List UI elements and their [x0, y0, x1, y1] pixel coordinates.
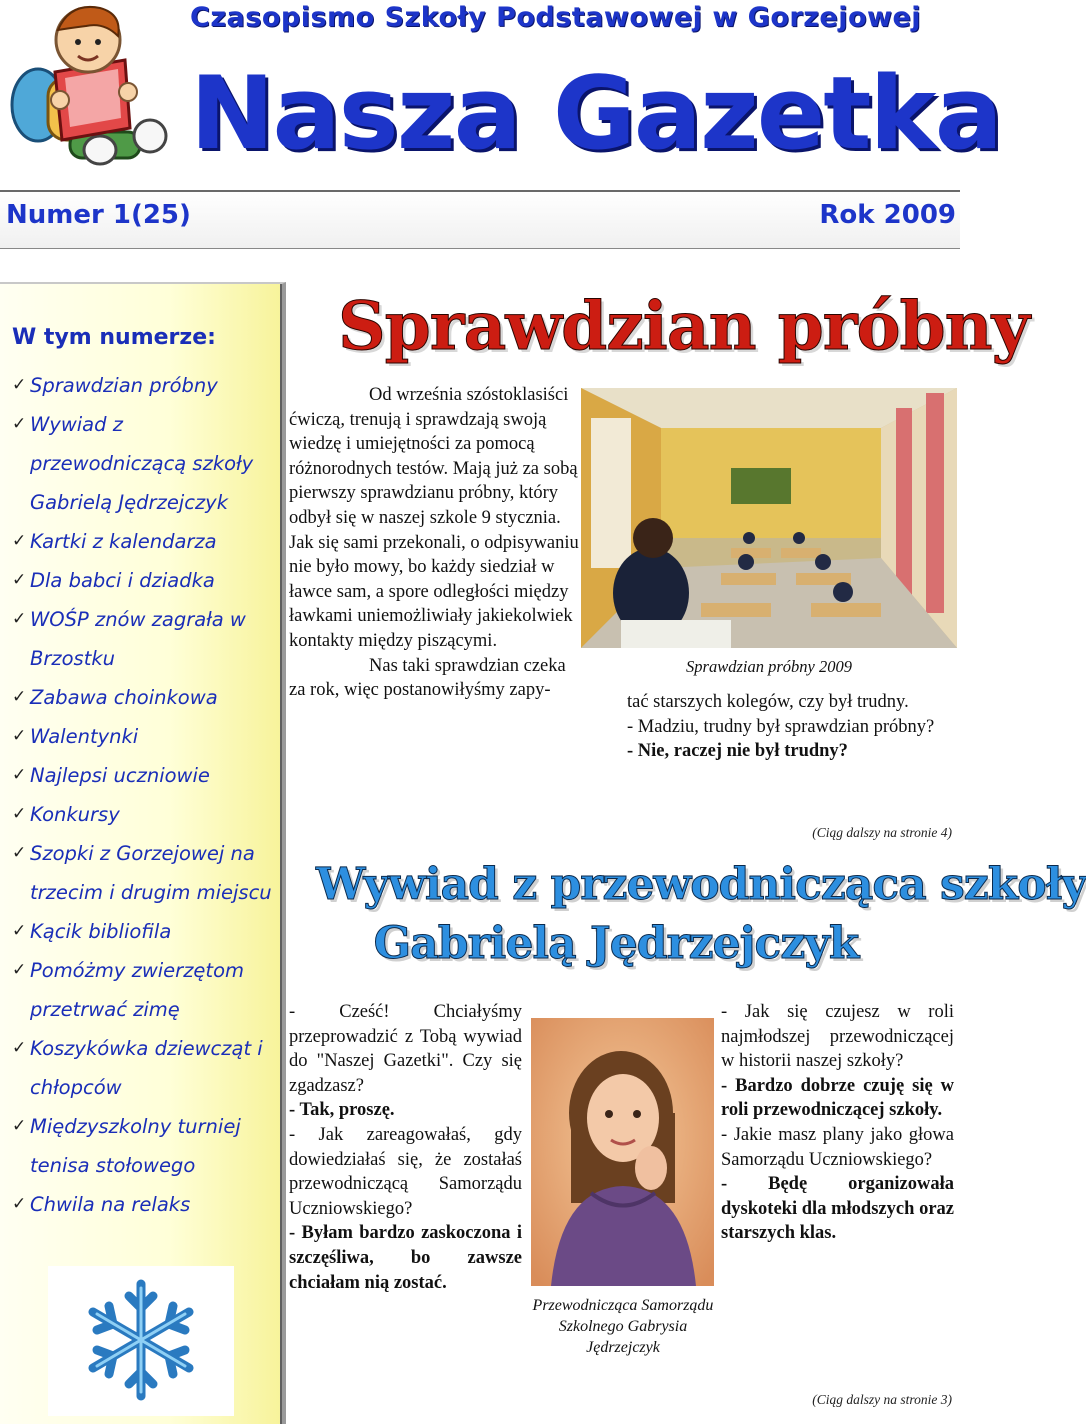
check-icon: ✓ — [12, 414, 27, 434]
article1-column-right — [627, 690, 957, 764]
snowflake-panel — [48, 1266, 234, 1416]
check-icon: ✓ — [12, 531, 27, 551]
interview-answer: - Byłam bardzo zaskoczona i szczęśliwa, bo zawsze chciałam nią zostać. — [289, 1223, 522, 1293]
check-icon: ✓ — [12, 960, 27, 980]
issue-number: Numer 1(25) — [6, 200, 191, 230]
interview-question: - Jakie masz plany jako głowa Samorządu Uczniowskiego? — [721, 1124, 954, 1170]
toc-item: ✓ Walentynki — [12, 717, 277, 756]
check-icon: ✓ — [12, 570, 27, 590]
portrait-caption: Przewodnicząca Samorządu Szkolnego Gabrysia Jędrzejczyk — [532, 1297, 714, 1356]
toc-item: ✓ Najlepsi uczniowie — [12, 756, 277, 795]
article1-text: tać starszych kolegów, czy był trudny. — [627, 692, 909, 712]
interview-answer: - Bardzo dobrze czuję się w roli przewodniczącej szkoły. — [721, 1075, 954, 1121]
toc-item: ✓ Dla babci i dziadka — [12, 561, 277, 600]
snowflake-icon — [48, 1266, 234, 1416]
article2-headline: Wywiad z przewodnicząca szkoły — [316, 859, 1086, 910]
toc-item: ✓ Sprawdzian próbny — [12, 366, 277, 405]
toc-item: ✓ WOŚP znów zagrała w Brzostku — [12, 600, 277, 678]
toc-item: ✓ Konkursy — [12, 795, 277, 834]
toc-item: ✓ Zabawa choinkowa — [12, 678, 277, 717]
portrait-photo — [531, 1018, 714, 1286]
check-icon: ✓ — [12, 804, 27, 824]
photo-caption: Sprawdzian próbny 2009 — [686, 657, 852, 676]
interview-question: - Cześć! Chciałyśmy przeprowadzić z Tobą wywiad do "Naszej Gazetki". Czy się zgadzasz? — [289, 1002, 522, 1096]
check-icon: ✓ — [12, 843, 27, 863]
toc-item: ✓ Chwila na relaks — [12, 1185, 277, 1224]
check-icon: ✓ — [12, 1038, 27, 1058]
check-icon: ✓ — [12, 609, 27, 629]
continued-note: (Ciąg dalszy na stronie 4) — [812, 825, 952, 840]
toc-item: ✓ Koszykówka dziewcząt i chłopców — [12, 1029, 277, 1107]
interview-question: - Jak zareagowałaś, gdy dowiedziałaś się, że zostałaś przewodniczącą Samorządu Uczniowskiego? — [289, 1124, 522, 1219]
toc-item: ✓ Kącik bibliofila — [12, 912, 277, 951]
masthead-title: Nasza Gazetka — [190, 54, 1001, 172]
check-icon: ✓ — [12, 765, 27, 785]
issue-year: Rok 2009 — [819, 200, 956, 230]
check-icon: ✓ — [12, 375, 27, 395]
interview-answer: - Tak, proszę. — [289, 1100, 395, 1121]
reading-boy-icon — [0, 0, 185, 185]
check-icon: ✓ — [12, 921, 27, 941]
toc-heading: W tym numerze: — [12, 325, 216, 350]
article2-headline-name: Gabrielą Jędrzejczyk — [373, 918, 859, 969]
toc-item: ✓ Szopki z Gorzejowej na trzecim i drugim miejscu — [12, 834, 277, 912]
interview-column-left — [289, 1000, 522, 1295]
continued-note: (Ciąg dalszy na stronie 3) — [812, 1392, 952, 1407]
table-of-contents — [12, 366, 277, 1224]
interview-column-right — [721, 1000, 954, 1246]
article1-headline: Sprawdzian próbny — [338, 287, 1030, 365]
masthead-subtitle: Czasopismo Szkoły Podstawowej w Gorzejowej — [190, 2, 922, 33]
check-icon: ✓ — [12, 687, 27, 707]
check-icon: ✓ — [12, 1116, 27, 1136]
article1-answer: - Nie, raczej nie był trudny? — [627, 741, 848, 762]
check-icon: ✓ — [12, 1194, 27, 1214]
exam-classroom-photo — [581, 388, 957, 648]
toc-item: ✓ Pomóżmy zwierzętom przetrwać zimę — [12, 951, 277, 1029]
check-icon: ✓ — [12, 726, 27, 746]
toc-item: ✓ Kartki z kalendarza — [12, 522, 277, 561]
article1-column — [289, 383, 581, 703]
interview-answer: - Będę organizowała dyskoteki dla młodszych oraz starszych klas. — [721, 1174, 954, 1244]
interview-question: - Jak się czujesz w roli najmłodszej przewodniczącej w historii naszej szkoły? — [721, 1002, 954, 1072]
toc-item: ✓ Wywiad z przewodniczącą szkoły Gabrielą Jędrzejczyk — [12, 405, 277, 522]
article1-paragraph: Nas taki sprawdzian czeka za rok, więc postanowiłyśmy zapy- — [289, 655, 566, 701]
article1-paragraph: Od września szóstoklasiści ćwiczą, trenują i sprawdzają swoją wiedzę i umiejętności za pomocą różnorodnych testów. Mają już za sobą pierwszy sprawdzianu próbny, który odbył się w naszej szkole 9 stycznia. Jak się sami przekonali, o odpisywaniu nie było mowy, bo każdy siedział w ławce sam, a spore odległości między ławkami uniemożliwiały jakiekolwiek kontakty między piszącymi. — [289, 385, 579, 651]
article1-question: - Madziu, trudny był sprawdzian próbny? — [627, 716, 935, 737]
toc-item: ✓ Międzyszkolny turniej tenisa stołowego — [12, 1107, 277, 1185]
